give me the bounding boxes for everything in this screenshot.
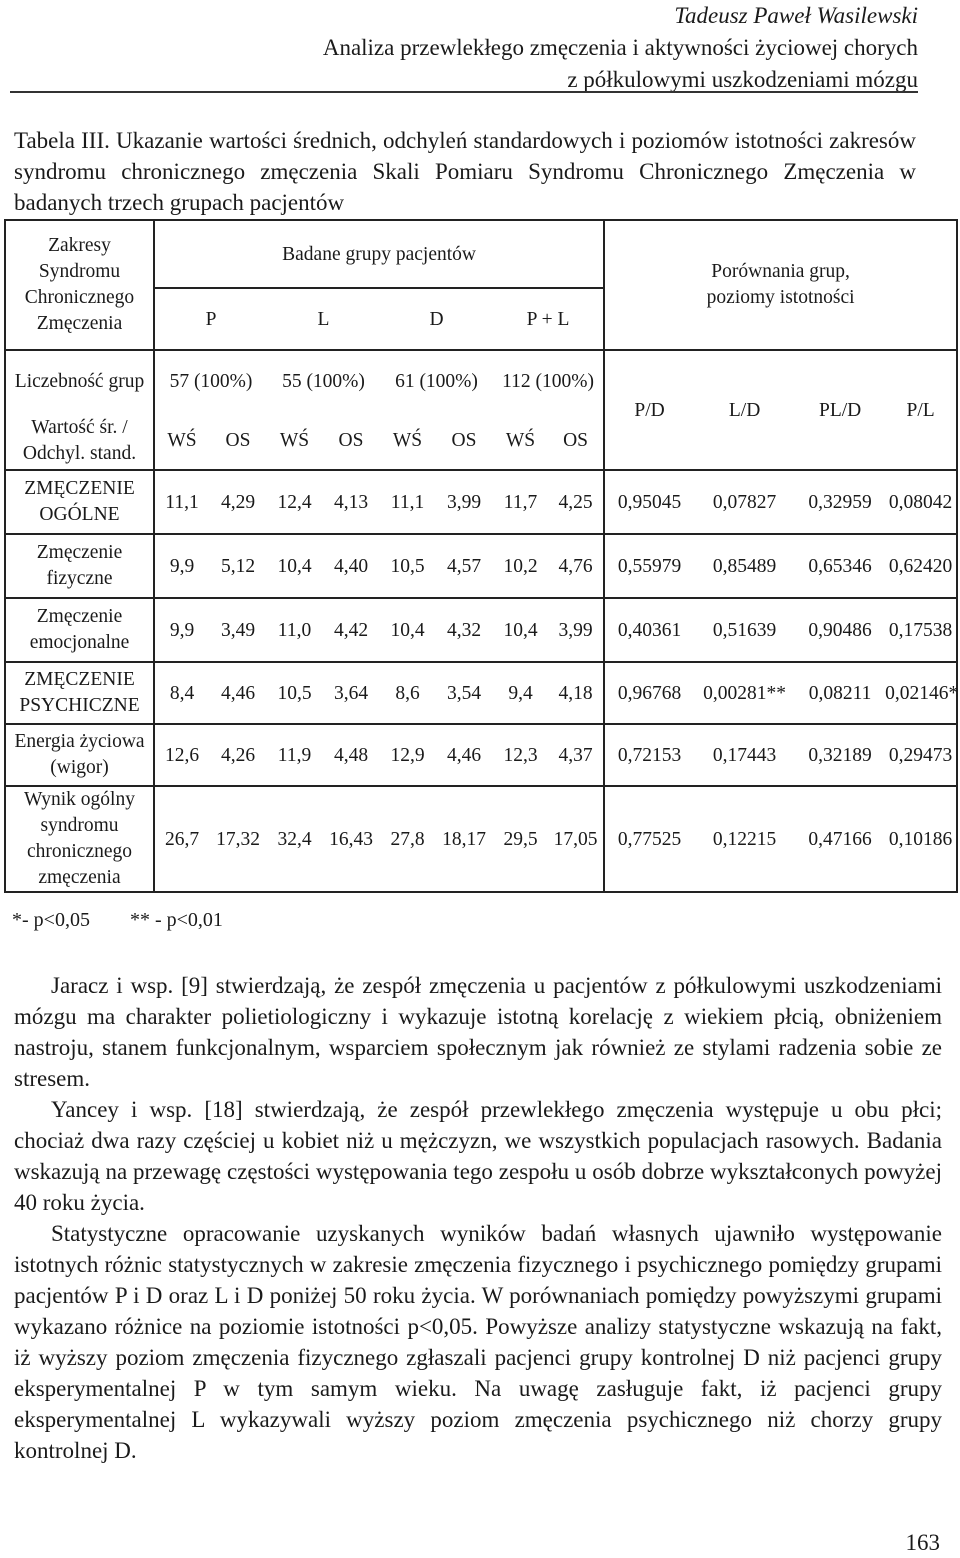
- value-cell: 4,48: [322, 724, 380, 786]
- p-value-cell: 0,65346: [795, 534, 885, 598]
- table-footnote: *- p<0,05 ** - p<0,01: [12, 909, 223, 931]
- value-cell: 27,8: [380, 786, 435, 892]
- value-cell: 12,9: [380, 724, 435, 786]
- results-table: [4, 219, 958, 893]
- p-value-cell: 0,95045: [604, 470, 694, 534]
- page-number: 163: [905, 1530, 940, 1555]
- paragraph: Jaracz i wsp. [9] stwierdzają, że zespół zmęczenia u pacjentów z półkulowymi uszkodzeniami mózgu ma charakter polietiologiczny i wykazuje istotną korelację z wiekiem płcią, obniżeniem nastroju, stanem funkcjonalnym, wsparciem społecznym jak również ze stylami radzenia sobie ze stresem.: [14, 973, 942, 1091]
- paragraph: Yancey i wsp. [18] stwierdzają, że zespół przewlekłego zmęczenia występuje u obu płci; chociaż dwa razy częściej u kobiet niż u mężczyzn, we wszystkich populacjach rasowych. Badania wskazują na przewagę częstości występowania tego zespołu u osób dobrze wykształconych powyżej 40 roku życia.: [14, 1097, 942, 1215]
- p-value-cell: 0,07827: [694, 470, 795, 534]
- count-value: 112 (100%): [502, 370, 594, 392]
- table-caption: Tabela III. Ukazanie wartości średnich, odchyleń standardowych i poziomów istotności zakresów syndromu chronicznego zmęczenia Skali Pomiaru Syndromu Chronicznego Zmęczenia w badanych trzech grupach pacjentów: [14, 128, 916, 215]
- value-cell: 29,5: [493, 786, 548, 892]
- p-value-cell: 0,47166: [795, 786, 885, 892]
- p-value-cell: 0,55979: [604, 534, 694, 598]
- table-row: [5, 786, 957, 892]
- value-cell: 9,9: [154, 598, 209, 662]
- stat-header: OS: [548, 412, 604, 470]
- p-value-cell: 0,12215: [694, 786, 795, 892]
- value-cell: 11,9: [267, 724, 322, 786]
- value-cell: 4,40: [322, 534, 380, 598]
- stat-header: WŚ: [380, 412, 435, 470]
- value-cell: 11,1: [380, 470, 435, 534]
- table-row: [5, 662, 957, 724]
- value-cell: 10,4: [493, 598, 548, 662]
- value-cell: 10,4: [380, 598, 435, 662]
- stat-header: OS: [435, 412, 493, 470]
- table-row: [5, 724, 957, 786]
- count-label: Liczebność grup: [5, 350, 154, 412]
- group-header-d: D: [380, 288, 493, 350]
- value-cell: 26,7: [154, 786, 209, 892]
- value-cell: 12,3: [493, 724, 548, 786]
- p-value-cell: 0,85489: [694, 534, 795, 598]
- table-row: [5, 598, 957, 662]
- value-cell: 32,4: [267, 786, 322, 892]
- value-cell: 17,32: [209, 786, 267, 892]
- value-cell: 12,6: [154, 724, 209, 786]
- value-cell: 4,37: [548, 724, 604, 786]
- stat-header: OS: [209, 412, 267, 470]
- value-cell: 4,57: [435, 534, 493, 598]
- value-cell: 3,49: [209, 598, 267, 662]
- value-cell: 4,13: [322, 470, 380, 534]
- value-cell: 5,12: [209, 534, 267, 598]
- paragraph: Statystyczne opracowanie uzyskanych wyników badań własnych ujawniło występowanie istotnych różnic statystycznych w zakresie zmęczenia fizycznego i psychicznego pomiędzy grupami pacjentów P i D oraz L i D poniżej 50 roku życia. W porównaniach pomiędzy powyższymi grupami wykazano różnice na poziomie istotności p<0,05. Powyższe analizy statystyczne wskazują na fakt, iż wyższy poziom zmęczenia fizycznego zgłaszali pacjenci grupy kontrolnej D niż pacjenci grupy eksperymentalnej P w tym samym wieku. Na uwagę zasługuje fakt, iż pacjenci grupy eksperymentalnej L wykazywali wyższy poziom zmęczenia psychicznego niż chorzy grupy kontrolnej D.: [14, 1221, 942, 1463]
- comparison-header: PL/D: [795, 350, 885, 470]
- stat-header: WŚ: [267, 412, 322, 470]
- group-header-pl: P + L: [493, 288, 604, 350]
- p-value-cell: 0,08042: [885, 470, 957, 534]
- p-value-cell: 0,08211: [795, 662, 885, 724]
- p-value-cell: 0,17538: [885, 598, 957, 662]
- stat-header: WŚ: [493, 412, 548, 470]
- value-cell: 8,6: [380, 662, 435, 724]
- p-value-cell: 0,10186: [885, 786, 957, 892]
- p-value-cell: 0,32189: [795, 724, 885, 786]
- value-cell: 4,29: [209, 470, 267, 534]
- p-value-cell: 0,32959: [795, 470, 885, 534]
- p-value-cell: 0,90486: [795, 598, 885, 662]
- value-cell: 11,1: [154, 470, 209, 534]
- comparisons-header: Porównania grup, poziomy istotności: [604, 220, 957, 350]
- comparison-header: L/D: [694, 350, 795, 470]
- p-value-cell: 0,40361: [604, 598, 694, 662]
- article-title-line-1: Analiza przewlekłego zmęczenia i aktywności życiowej chorych: [322, 35, 918, 60]
- count-value: 57 (100%): [169, 371, 253, 392]
- value-cell: 4,76: [548, 534, 604, 598]
- value-cell: 4,25: [548, 470, 604, 534]
- value-cell: 4,32: [435, 598, 493, 662]
- p-value-cell: 0,02146*: [885, 662, 957, 724]
- value-cell: 18,17: [435, 786, 493, 892]
- comparison-header: P/L: [885, 350, 957, 470]
- value-cell: 11,0: [267, 598, 322, 662]
- value-cell: 11,7: [493, 470, 548, 534]
- value-cell: 10,5: [267, 662, 322, 724]
- value-cell: 9,4: [493, 662, 548, 724]
- stat-header: WŚ: [154, 412, 209, 470]
- article-title-line-2: z półkulowymi uszkodzeniami mózgu: [567, 67, 918, 92]
- p-value-cell: 0,29473: [885, 724, 957, 786]
- p-value-cell: 0,51639: [694, 598, 795, 662]
- value-cell: 9,9: [154, 534, 209, 598]
- comparison-header: P/D: [604, 350, 694, 470]
- count-value: 55 (100%): [282, 371, 365, 392]
- value-cell: 16,43: [322, 786, 380, 892]
- value-cell: 4,46: [209, 662, 267, 724]
- value-cell: 10,4: [267, 534, 322, 598]
- body-text: [14, 970, 942, 1466]
- stat-header: OS: [322, 412, 380, 470]
- value-cell: 3,54: [435, 662, 493, 724]
- value-cell: 3,99: [435, 470, 493, 534]
- p-value-cell: 0,62420: [885, 534, 957, 598]
- value-cell: 4,46: [435, 724, 493, 786]
- header-rule: [10, 91, 918, 93]
- p-value-cell: 0,00281**: [694, 662, 795, 724]
- p-value-cell: 0,17443: [694, 724, 795, 786]
- value-cell: 3,99: [548, 598, 604, 662]
- p-value-cell: 0,72153: [604, 724, 694, 786]
- p-value-cell: 0,96768: [604, 662, 694, 724]
- value-cell: 10,5: [380, 534, 435, 598]
- groups-header: Badane grupy pacjentów: [154, 220, 604, 288]
- value-cell: 10,2: [493, 534, 548, 598]
- count-value: 61 (100%): [395, 371, 478, 392]
- row-label: Energia życiowa (wigor): [5, 724, 154, 786]
- row-label: Wynik ogólny syndromu chronicznego zmęczenia: [5, 786, 154, 892]
- row-label: Zmęczenie fizyczne: [5, 534, 154, 598]
- value-cell: 4,26: [209, 724, 267, 786]
- row-label: Zmęczenie emocjonalne: [5, 598, 154, 662]
- table-row: [5, 470, 957, 534]
- running-header: [0, 0, 918, 96]
- value-cell: 12,4: [267, 470, 322, 534]
- value-cell: 8,4: [154, 662, 209, 724]
- group-header-p: P: [154, 288, 267, 350]
- p-value-cell: 0,77525: [604, 786, 694, 892]
- stats-label: Wartość śr. / Odchyl. stand.: [5, 412, 154, 470]
- row-label: ZMĘCZENIE OGÓLNE: [5, 470, 154, 534]
- table-corner-header: Zakresy Syndromu Chronicznego Zmęczenia: [5, 220, 154, 350]
- value-cell: 4,42: [322, 598, 380, 662]
- row-label: ZMĘCZENIE PSYCHICZNE: [5, 662, 154, 724]
- group-header-l: L: [267, 288, 380, 350]
- value-cell: 3,64: [322, 662, 380, 724]
- value-cell: 17,05: [548, 786, 604, 892]
- table-row: [5, 534, 957, 598]
- author-name: Tadeusz Paweł Wasilewski: [674, 3, 918, 28]
- value-cell: 4,18: [548, 662, 604, 724]
